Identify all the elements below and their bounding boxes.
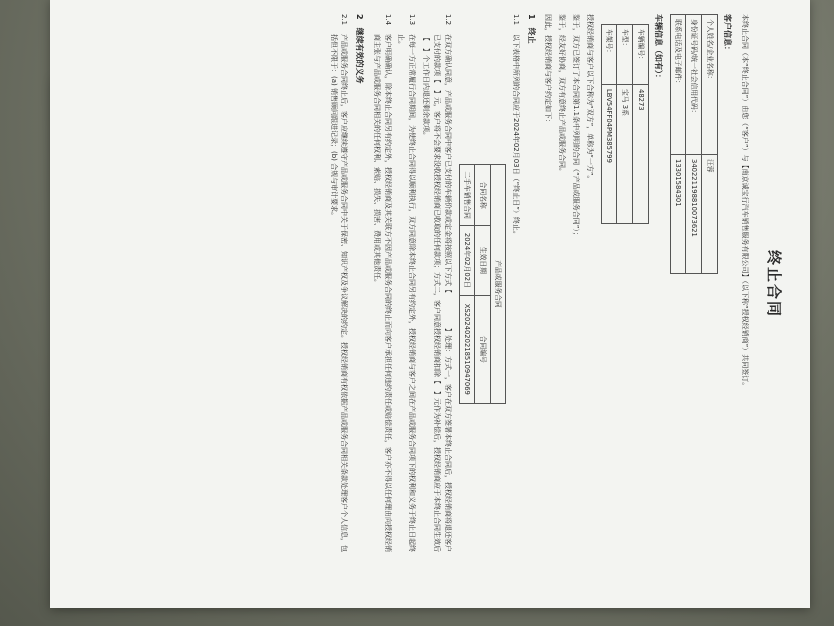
clause-number: 1.4 [383, 14, 392, 26]
clause-1-1 [510, 14, 521, 554]
table-row [633, 25, 649, 224]
table-row [490, 165, 506, 404]
contract-number: XS20240202185109470​69 [459, 295, 475, 403]
clause-1-4 [371, 14, 393, 554]
table-row [617, 25, 633, 224]
table-row [670, 15, 686, 274]
vehicle-vin: LBV54FF04PM385799 [601, 85, 617, 224]
section-1-title: 1 终止 [526, 14, 536, 44]
table-row [601, 25, 617, 224]
document-title: 终止合同 [765, 249, 783, 318]
table-row [475, 165, 491, 404]
table-cell: 车架号： [601, 25, 617, 85]
vehicle-model: 宝马 3系 [617, 85, 633, 224]
intro-paragraph: 本终止合同（本“终止合同”）由您（“客户”）与【南京诚宝行汽车销售服务有限公司】（以下称“授权经销商”）共同签订。 [740, 14, 749, 390]
customer-contact: 13301584301 [670, 155, 686, 274]
table-row [459, 165, 475, 404]
clause-1-2 [420, 14, 453, 554]
clause-text: 产品或服务合同终止后，客户应继续遵守产品或服务合同中关于保密、知识产权及争议解决的约定。授权经销商有权依据产品或服务合同相关条款处理客户个人信息，包括但不限于：(a) 销售顾问跟进记录；(b) 合规与审计要求。 [329, 34, 349, 552]
table-row [686, 15, 702, 274]
table-cell: 联系电话及电子邮件： [670, 15, 686, 155]
whereas-clause-1: 鉴于，双方已签订了本合同第1.1条中列明的合同（“产品或服务合同”）； [572, 14, 581, 239]
table-cell: 个人姓名/企业名称： [701, 15, 717, 155]
clause-text: 在每一方正常履行合同期间，为使终止合同得以顺利执行，双方同意除本终止合同另有约定外，授权经销商与客户之间在产品或服务合同项下的权利和义务于终止日起终止。 [397, 34, 417, 552]
column-header: 合同名称 [475, 165, 491, 226]
contract-date: 2024年02月02日 [459, 226, 475, 295]
column-header: 合同编号 [475, 295, 491, 403]
clause-number: 1.1 [512, 14, 521, 26]
table-cell: 车辆编号： [633, 25, 649, 85]
table-cell: 身份证号码/统一社会信用代码： [686, 15, 702, 155]
clause-number: 1.3 [408, 14, 417, 26]
customer-info-table [670, 14, 718, 274]
contract-name: 二手车销售合同 [459, 165, 475, 226]
clause-1-3 [396, 14, 418, 554]
section-2-title: 2 继续有效的义务 [354, 14, 364, 84]
clause-number: 1.2 [443, 14, 452, 26]
vehicle-info-table [601, 24, 649, 224]
contract-table [459, 164, 507, 404]
document-content [121, 14, 791, 554]
customer-name: 汪蓉 [701, 155, 717, 274]
agreement-line: 因此，授权经销商与客户约定如下： [544, 14, 553, 126]
parties-note: 授权经销商与客户以下合称为“双方”，单称为“一方”。 [585, 14, 594, 183]
table-row [701, 15, 717, 274]
column-header: 生效日期 [475, 226, 491, 295]
customer-section-title: 客户信息： [722, 14, 732, 54]
vehicle-section-title: 车辆信息（如有）： [653, 14, 663, 82]
clause-text: 在双方确认同意，产品或服务合同中客户已支付的车辆价款或定金将按照以下方式【 】处理：方式一，客户在双方签署本终止合同后，授权经销商将退还客户已支付的款项【 】元，客户将不会要求没收授权经销商已收取的任何款项；方式二，客户同意授权经销商扣除【 】元作为补偿后，授权经销商应于本终止合同生效后【 】个工作日内退还剩余款项。 [422, 34, 452, 552]
clause-2-1 [328, 14, 350, 554]
document-page [50, 0, 810, 608]
clause-text: 以下表格中所列的合同应于2024年02月03日（“终止日”）终止。 [512, 34, 521, 238]
vehicle-number: 48273 [633, 85, 649, 224]
table-header: 产品或服务合同 [490, 165, 506, 404]
clause-number: 2.1 [340, 14, 349, 26]
whereas-clause-2: 鉴于，经友好协商，双方有意终止产品或服务合同。 [558, 14, 567, 175]
customer-id-number: 340221198810073621 [686, 155, 702, 274]
table-cell: 车型： [617, 25, 633, 85]
clause-text: 客户明确确认，除本终止合同另有约定外，授权经销商及其关联方不因产品或服务合同的终止而向客户承担任何违约责任或赔偿责任，客户亦不得以任何理由向授权经销商主张与产品或服务合同相关的任何权利、索赔、损失、损害、费用或其他责任。 [372, 34, 392, 552]
